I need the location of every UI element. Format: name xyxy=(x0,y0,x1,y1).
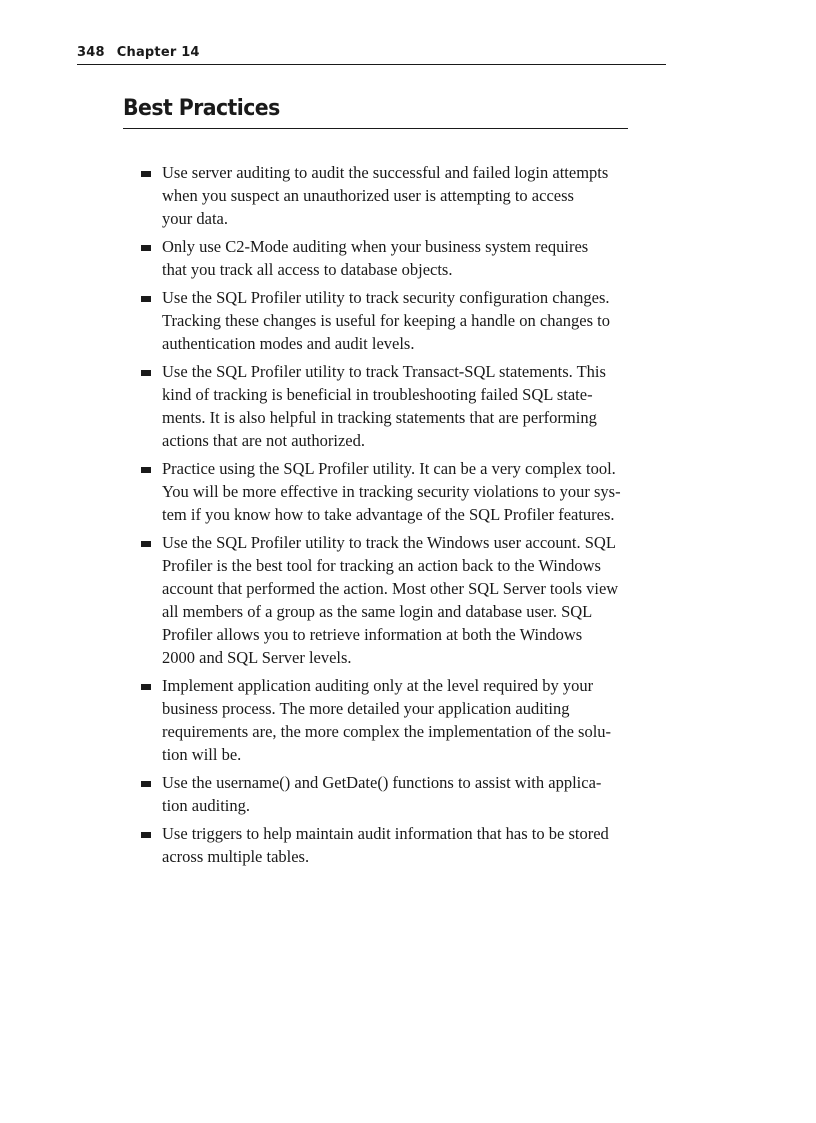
bullet-text-line: business process. The more detailed your application auditing xyxy=(162,699,570,718)
bullet-square-icon xyxy=(141,467,151,473)
bullet-text xyxy=(162,771,671,817)
bullet-text-line: Use server auditing to audit the successful and failed login attempts xyxy=(162,163,609,182)
bullet-square-icon xyxy=(141,171,151,177)
bullet-text-line: across multiple tables. xyxy=(162,847,310,866)
bullet-text-line: You will be more effective in tracking security violations to your sys- xyxy=(162,482,621,501)
bullet-text-line: actions that are not authorized. xyxy=(162,431,365,450)
bullet-text-line: Implement application auditing only at the level required by your xyxy=(162,676,594,695)
bullet-text xyxy=(162,674,671,766)
bullet-square-icon xyxy=(141,541,151,547)
bullet-text xyxy=(162,531,671,669)
bullet-text-line: tion will be. xyxy=(162,745,242,764)
bullet-text-line: ments. It is also helpful in tracking statements that are performing xyxy=(162,408,597,427)
bullet-text-line: that you track all access to database objects. xyxy=(162,260,453,279)
bullet-text xyxy=(162,457,671,526)
best-practices-list xyxy=(141,161,671,873)
bullet-square-icon xyxy=(141,832,151,838)
bullet-text xyxy=(162,235,671,281)
bullet-item xyxy=(141,161,671,230)
bullet-item xyxy=(141,674,671,766)
bullet-text-line: Practice using the SQL Profiler utility. It can be a very complex tool. xyxy=(162,459,616,478)
bullet-text-line: Tracking these changes is useful for keeping a handle on changes to xyxy=(162,311,610,330)
bullet-square-icon xyxy=(141,684,151,690)
bullet-text-line: Profiler allows you to retrieve information at both the Windows xyxy=(162,625,583,644)
bullet-square-icon xyxy=(141,781,151,787)
bullet-text-line: tem if you know how to take advantage of the SQL Profiler features. xyxy=(162,505,615,524)
section-title: Best Practices xyxy=(123,94,628,129)
bullet-text-line: Use the SQL Profiler utility to track security configuration changes. xyxy=(162,288,610,307)
bullet-text xyxy=(162,360,671,452)
bullet-item xyxy=(141,235,671,281)
bullet-text-line: kind of tracking is beneficial in troubleshooting failed SQL state- xyxy=(162,385,593,404)
bullet-text-line: when you suspect an unauthorized user is attempting to access xyxy=(162,186,574,205)
bullet-text-line: Use the username() and GetDate() functions to assist with applica- xyxy=(162,773,602,792)
bullet-text-line: Only use C2-Mode auditing when your business system requires xyxy=(162,237,589,256)
bullet-text-line: all members of a group as the same login and database user. SQL xyxy=(162,602,593,621)
bullet-text xyxy=(162,161,671,230)
bullet-square-icon xyxy=(141,370,151,376)
bullet-text-line: account that performed the action. Most other SQL Server tools view xyxy=(162,579,619,598)
bullet-text-line: Use the SQL Profiler utility to track the Windows user account. SQL xyxy=(162,533,616,552)
bullet-text-line: Use the SQL Profiler utility to track Transact-SQL statements. This xyxy=(162,362,606,381)
bullet-text-line: your data. xyxy=(162,209,228,228)
bullet-item xyxy=(141,360,671,452)
bullet-text-line: tion auditing. xyxy=(162,796,250,815)
bullet-text-line: 2000 and SQL Server levels. xyxy=(162,648,352,667)
bullet-item xyxy=(141,822,671,868)
bullet-text-line: authentication modes and audit levels. xyxy=(162,334,415,353)
bullet-item xyxy=(141,286,671,355)
bullet-text-line: requirements are, the more complex the implementation of the solu- xyxy=(162,722,612,741)
bullet-item xyxy=(141,531,671,669)
page-number: 348 xyxy=(77,45,105,60)
bullet-text xyxy=(162,822,671,868)
bullet-square-icon xyxy=(141,245,151,251)
bullet-text-line: Use triggers to help maintain audit information that has to be stored xyxy=(162,824,609,843)
bullet-text-line: Profiler is the best tool for tracking an action back to the Windows xyxy=(162,556,601,575)
bullet-square-icon xyxy=(141,296,151,302)
bullet-text xyxy=(162,286,671,355)
bullet-item xyxy=(141,457,671,526)
running-header xyxy=(77,44,666,65)
bullet-item xyxy=(141,771,671,817)
chapter-label: Chapter 14 xyxy=(116,45,200,60)
